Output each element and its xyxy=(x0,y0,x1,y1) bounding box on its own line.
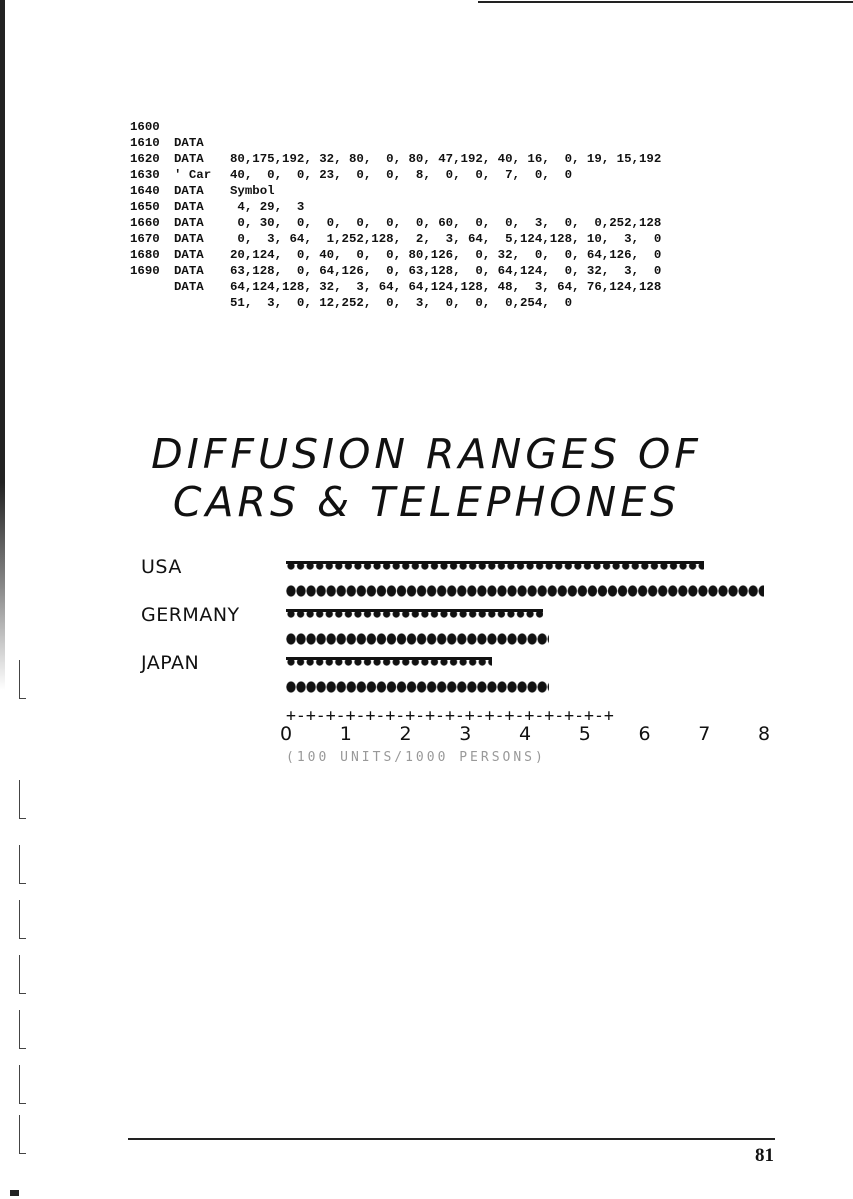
category-label-japan: JAPAN xyxy=(141,652,200,674)
statement-keyword: DATA xyxy=(174,216,204,230)
data-values: 0, 30, 0, 0, 0, 0, 0, 60, 0, 0, 3, 0, 0,252,128 xyxy=(230,216,662,230)
statement-keyword: DATA xyxy=(174,152,204,166)
data-values: 64,124,128, 32, 3, 64, 64,124,128, 48, 3, 64, 76,124,128 xyxy=(230,280,662,294)
x-tick-label: 0 xyxy=(280,723,293,745)
line-number: 1650 xyxy=(130,200,160,214)
car-bar-germany xyxy=(286,630,549,647)
top-rule xyxy=(478,1,853,3)
statement-keyword: DATA xyxy=(174,248,204,262)
telephone-bar-usa xyxy=(286,558,704,575)
data-values: 40, 0, 0, 23, 0, 0, 8, 0, 0, 7, 0, 0 xyxy=(230,168,573,182)
data-values: 4, 29, 3 xyxy=(230,200,305,214)
x-tick-label: 4 xyxy=(519,723,532,745)
left-bracket-mark xyxy=(19,955,26,994)
telephone-bar-japan xyxy=(286,654,492,671)
category-label-germany: GERMANY xyxy=(141,604,240,626)
category-label-usa: USA xyxy=(141,556,182,578)
data-values: 51, 3, 0, 12,252, 0, 3, 0, 0, 0,254, 0 xyxy=(230,296,573,310)
chart-title-line-1: DIFFUSION RANGES OF xyxy=(151,430,702,478)
unit-note: (100 UNITS/1000 PERSONS) xyxy=(286,750,546,765)
x-tick-label: 2 xyxy=(399,723,412,745)
statement-keyword: DATA xyxy=(174,184,204,198)
statement-keyword: DATA xyxy=(174,136,204,150)
left-bracket-mark xyxy=(19,1115,26,1154)
footer-rule xyxy=(128,1138,775,1140)
line-number: 1640 xyxy=(130,184,160,198)
line-number: 1680 xyxy=(130,248,160,262)
statement-keyword: DATA xyxy=(174,280,204,294)
left-bracket-mark xyxy=(19,780,26,819)
x-tick-label: 3 xyxy=(459,723,472,745)
x-tick-label: 8 xyxy=(758,723,771,745)
left-scan-edge xyxy=(0,0,5,690)
statement-keyword: DATA xyxy=(174,232,204,246)
corner-mark xyxy=(10,1190,19,1196)
page-number: 81 xyxy=(755,1145,774,1166)
statement-keyword: ' Car xyxy=(174,168,212,182)
x-tick-label: 5 xyxy=(578,723,591,745)
line-number: 1630 xyxy=(130,168,160,182)
data-values: 20,124, 0, 40, 0, 0, 80,126, 0, 32, 0, 0, 64,126, 0 xyxy=(230,248,662,262)
line-number: 1600 xyxy=(130,120,160,134)
x-tick-label: 7 xyxy=(698,723,711,745)
line-number: 1670 xyxy=(130,232,160,246)
line-number: 1660 xyxy=(130,216,160,230)
line-number: 1610 xyxy=(130,136,160,150)
car-bar-japan xyxy=(286,678,549,695)
left-bracket-mark xyxy=(19,1065,26,1104)
x-tick-label: 1 xyxy=(339,723,352,745)
data-values: 80,175,192, 32, 80, 0, 80, 47,192, 40, 16, 0, 19, 15,192 xyxy=(230,152,662,166)
left-bracket-mark xyxy=(19,1010,26,1049)
x-tick-label: 6 xyxy=(638,723,651,745)
statement-keyword: DATA xyxy=(174,200,204,214)
statement-keyword: DATA xyxy=(174,264,204,278)
left-bracket-mark xyxy=(19,845,26,884)
chart-title-line-2: CARS & TELEPHONES xyxy=(172,478,681,526)
data-values: 0, 3, 64, 1,252,128, 2, 3, 64, 5,124,128, 10, 3, 0 xyxy=(230,232,662,246)
x-axis-line: +-+-+-+-+-+-+-+-+-+-+-+-+-+-+-+-+ xyxy=(286,706,614,725)
car-bar-usa xyxy=(286,582,764,599)
data-values: Symbol xyxy=(230,184,275,198)
line-number: 1690 xyxy=(130,264,160,278)
line-number: 1620 xyxy=(130,152,160,166)
left-bracket-mark xyxy=(19,900,26,939)
left-bracket-mark xyxy=(19,660,26,699)
data-values: 63,128, 0, 64,126, 0, 63,128, 0, 64,124, 0, 32, 3, 0 xyxy=(230,264,662,278)
telephone-bar-germany xyxy=(286,606,543,623)
